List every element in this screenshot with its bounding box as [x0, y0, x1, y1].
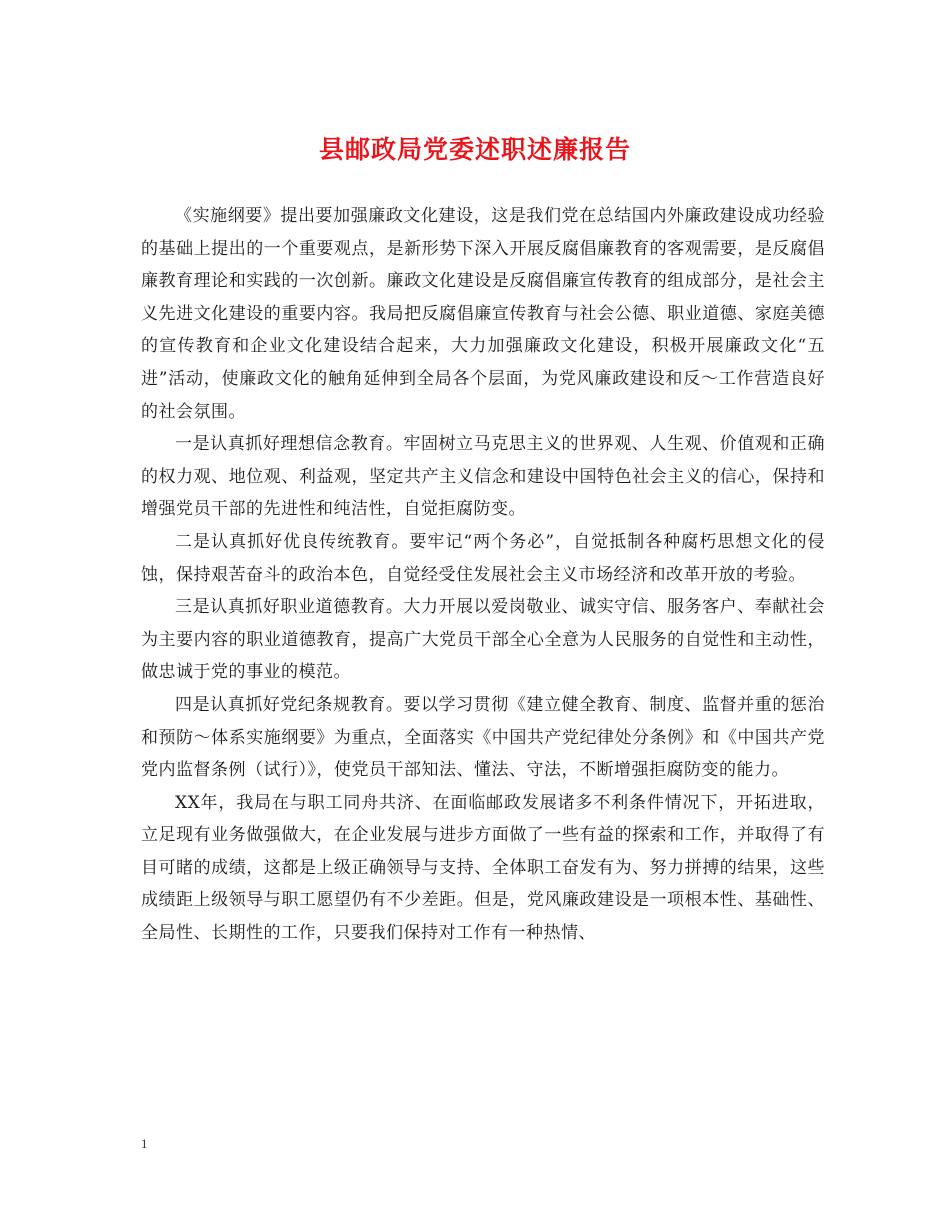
paragraph-4: 三是认真抓好职业道德教育。大力开展以爱岗敬业、诚实守信、服务客户、奉献社会为主要内容的职业道德教育，提高广大党员干部全心全意为人民服务的自觉性和主动性，做忠诚于党的事业的模范。	[141, 597, 825, 683]
paragraph-3: 二是认真抓好优良传统教育。要牢记“两个务必”，自觉抵制各种腐朽思想文化的侵蚀，保持艰苦奋斗的政治本色，自觉经受住发展社会主义市场经济和改革开放的考验。	[141, 531, 825, 585]
paragraph-6: XX年，我局在与职工同舟共济、在面临邮政发展诸多不利条件情况下，开拓进取，立足现有业务做强做大，在企业发展与进步方面做了一些有益的探索和工作，并取得了有目可睹的成绩，这都是上级正确领导与支持、全体职工奋发有为、努力拼搏的结果，这些成绩距上级领导与职工愿望仍有不少差距。但是，党风廉政建设是一项根本性、基础性、全局性、长期性的工作，只要我们保持对工作有一种热情、	[141, 792, 825, 944]
paragraph-2: 一是认真抓好理想信念教育。牢固树立马克思主义的世界观、人生观、价值观和正确的权力观、地位观、利益观，坚定共产主义信念和建设中国特色社会主义的信心，保持和增强党员干部的先进性和纯洁性，自觉拒腐防变。	[141, 434, 825, 520]
page-number: 1	[141, 1136, 148, 1151]
document-body	[141, 200, 825, 950]
paragraph-5: 四是认真抓好党纪条规教育。要以学习贯彻《建立健全教育、制度、监督并重的惩治和预防～体系实施纲要》为重点，全面落实《中国共产党纪律处分条例》和《中国共产党党内监督条例（试行）》，使党员干部知法、懂法、守法，不断增强拒腐防变的能力。	[141, 694, 825, 781]
document-title: 县邮政局党委述职述廉报告	[318, 135, 631, 164]
paragraph-1: 《实施纲要》提出要加强廉政文化建设，这是我们党在总结国内外廉政建设成功经验的基础上提出的一个重要观点，是新形势下深入开展反腐倡廉教育的客观需要，是反腐倡廉教育理论和实践的一次创新。廉政文化建设是反腐倡廉宣传教育的组成部分，是社会主义先进文化建设的重要内容。我局把反腐倡廉宣传教育与社会公德、职业道德、家庭美德的宣传教育和企业文化建设结合起来，大力加强廉政文化建设，积极开展廉政文化“五进”活动，使廉政文化的触角延伸到全局各个层面，为党风廉政建设和反～工作营造良好的社会氛围。	[141, 206, 825, 422]
